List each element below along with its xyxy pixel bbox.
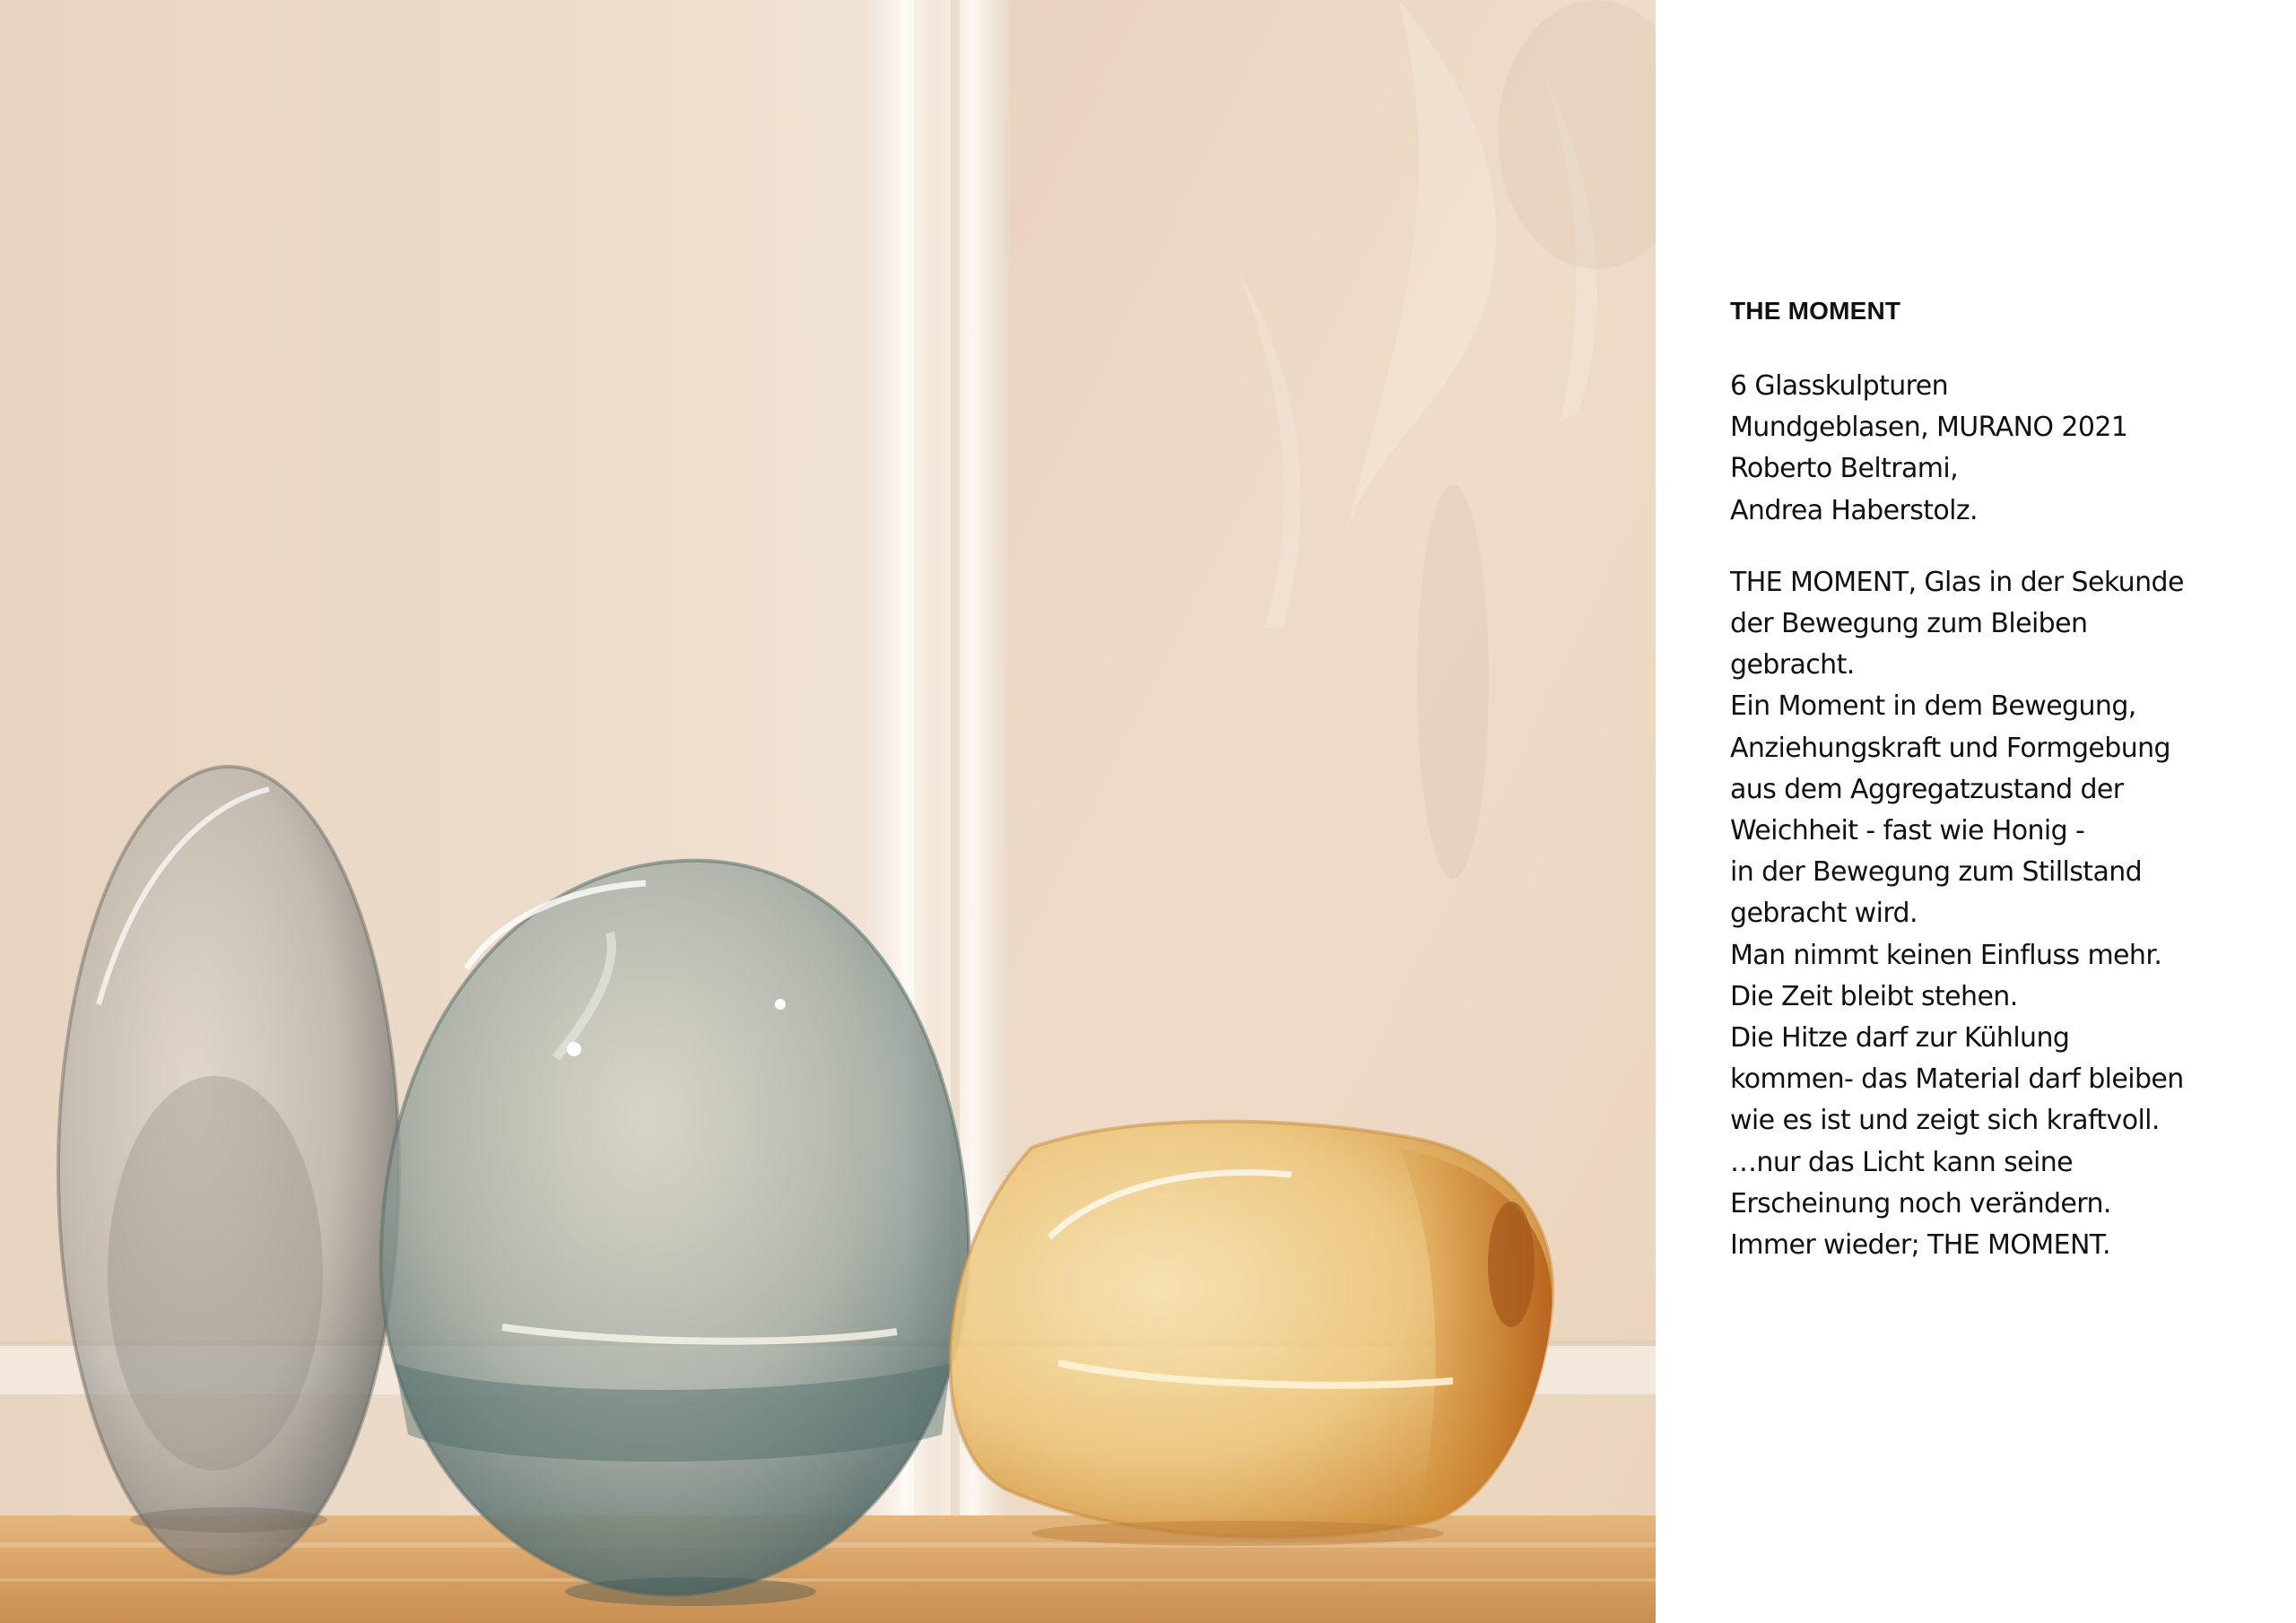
description-line: wie es ist und zeigt sich kraftvoll.	[1730, 1105, 2160, 1137]
description-line: der Bewegung zum Bleiben	[1730, 608, 2088, 640]
description-line: gebracht.	[1730, 649, 1855, 681]
description-line: Erscheinung noch verändern.	[1730, 1187, 2111, 1219]
description-line: Weichheit - fast wie Honig -	[1730, 815, 2085, 847]
description-line: …nur das Licht kann seine	[1730, 1146, 2074, 1178]
description-line: gebracht wird.	[1730, 898, 1918, 930]
exhibit-description	[1730, 562, 2268, 1266]
exhibit-details	[1730, 366, 2268, 532]
details-line: Andrea Haberstolz.	[1730, 494, 1978, 526]
description-line: kommen- das Material darf bleiben	[1730, 1063, 2184, 1096]
description-line: Anziehungskraft und Formgebung	[1730, 732, 2171, 764]
description-line: Die Hitze darf zur Kühlung	[1730, 1022, 2070, 1055]
description-line: aus dem Aggregatzustand der	[1730, 773, 2124, 805]
details-line: 6 Glasskulpturen	[1730, 370, 1949, 402]
description-line: Die Zeit bleibt stehen.	[1730, 980, 2018, 1012]
description-line: THE MOMENT, Glas in der Sekunde	[1730, 566, 2184, 598]
details-line: Mundgeblasen, MURANO 2021	[1730, 412, 2128, 444]
exhibit-caption	[1730, 296, 2268, 1297]
description-line: Ein Moment in dem Bewegung,	[1730, 690, 2136, 723]
description-line: Man nimmt keinen Einfluss mehr.	[1730, 939, 2162, 971]
description-line: in der Bewegung zum Stillstand	[1730, 856, 2143, 889]
description-line: Immer wieder; THE MOMENT.	[1730, 1229, 2110, 1262]
exhibit-title: THE MOMENT	[1730, 297, 1901, 325]
details-line: Roberto Beltrami,	[1730, 453, 1959, 485]
